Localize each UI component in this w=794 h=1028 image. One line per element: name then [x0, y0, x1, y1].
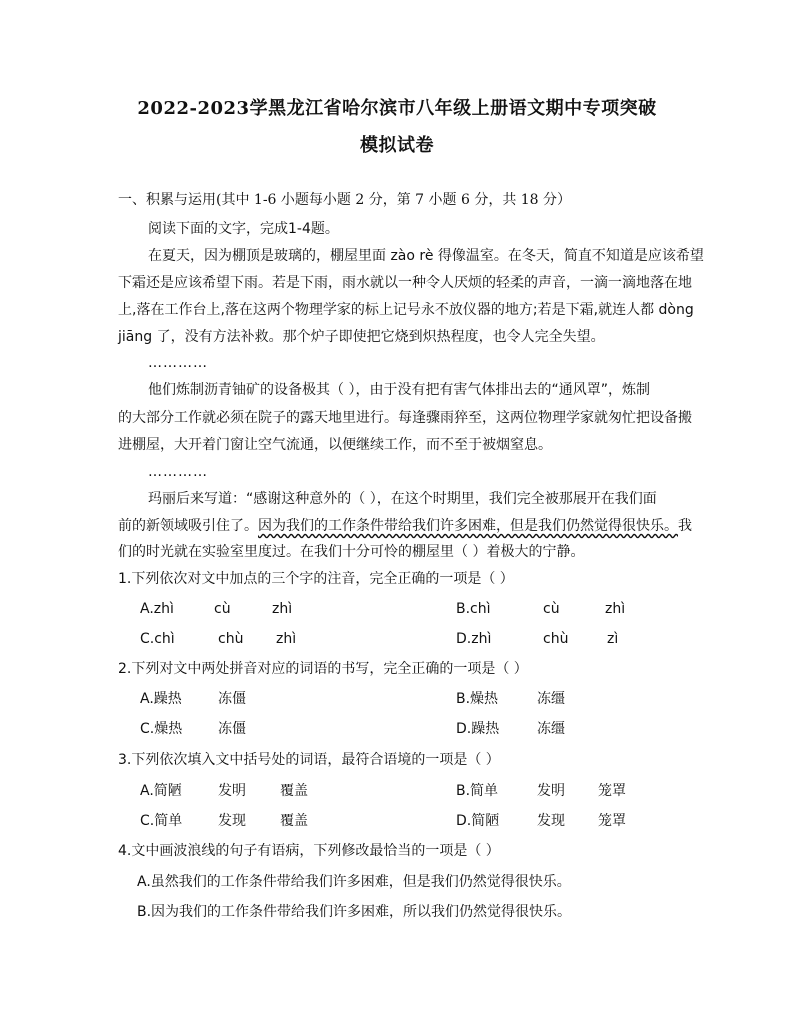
option-b: B.因为我们的工作条件带给我们许多困难，所以我们仍然觉得很快乐。 [137, 904, 572, 920]
option-a-3: zhì [272, 601, 293, 617]
passage-line: jiāng 了，没有方法补救。那个炉子即使把它烧到炽热程度，也令人完全失望。 [118, 329, 605, 345]
passage-text: 前的新领域吸引住了。 [118, 518, 258, 534]
passage-line: 玛丽后来写道：“感谢这种意外的（ ），在这个时期里，我们完全被那展开在我们面 [148, 491, 657, 507]
option-c-2: chù [218, 631, 244, 647]
option-c-2: 发现 [218, 813, 246, 829]
question-stem: 4.文中画波浪线的句子有语病，下列修改最恰当的一项是（ ） [118, 843, 500, 859]
passage-line: 们的时光就在实验室里度过。在我们十分可怜的棚屋里（ ）着极大的宁静。 [118, 544, 585, 560]
option-b-3: zhì [605, 601, 626, 617]
passage-line: 进棚屋，大开着门窗让空气流通，以便继续工作，而不至于被烟窒息。 [118, 437, 552, 453]
ellipsis: ………… [148, 464, 208, 480]
option-a-1: A.简陋 [140, 783, 182, 799]
passage-line: 上,落在工作台上,落在这两个物理学家的标上记号永不放仪器的地方;若是下霜,就连人都 dòng [118, 302, 694, 318]
section-heading: 一、积累与运用(其中 1-6 小题每小题 2 分，第 7 小题 6 分，共 18 分） [118, 192, 572, 208]
option-b-3: 笼罩 [598, 783, 626, 799]
option-a-2: 冻僵 [218, 691, 246, 707]
option-a-1: A.躁热 [140, 691, 182, 707]
option-c-3: 覆盖 [280, 813, 308, 829]
option-b-1: B.chì [456, 601, 491, 617]
passage-line: 他们炼制沥青铀矿的设备极其（ ），由于没有把有害气体排出去的“通风罩”，炼制 [148, 382, 650, 398]
passage-line: 下霜还是应该希望下雨。若是下雨，雨水就以一种令人厌烦的轻柔的声音，一滴一滴地落在地 [118, 275, 692, 291]
option-b-1: B.燥热 [456, 691, 499, 707]
ellipsis: ………… [148, 355, 208, 371]
option-c-1: C.简单 [140, 813, 183, 829]
passage-line: 的大部分工作就必须在院子的露天地里进行。每逢骤雨猝至，这两位物理学家就匆忙把设备搬 [118, 410, 692, 426]
option-c-3: zhì [276, 631, 297, 647]
question-stem: 3.下列依次填入文中括号处的词语，最符合语境的一项是（ ） [118, 752, 500, 768]
option-d-1: D.zhì [456, 631, 492, 647]
option-b-2: cù [543, 601, 560, 617]
option-b-1: B.简单 [456, 783, 499, 799]
passage-text: 我 [678, 518, 692, 534]
option-d-3: zì [607, 631, 619, 647]
passage-line [118, 516, 692, 536]
option-d-1: D.躁热 [456, 721, 500, 737]
exam-title: 2022-2023学黑龙江省哈尔滨市八年级上册语文期中专项突破 [137, 98, 657, 119]
option-c-1: C.chì [140, 631, 175, 647]
option-a: A.虽然我们的工作条件带给我们许多困难，但是我们仍然觉得很快乐。 [137, 874, 571, 890]
option-a-3: 覆盖 [280, 783, 308, 799]
wavy-underlined-sentence: 因为我们的工作条件带给我们许多困难，但是我们仍然觉得很快乐。 [258, 518, 678, 534]
option-b-2: 发明 [537, 783, 565, 799]
option-a-2: 发明 [218, 783, 246, 799]
option-d-2: chù [543, 631, 569, 647]
option-d-2: 发现 [537, 813, 565, 829]
option-a-1: A.zhì [140, 601, 174, 617]
option-d-2: 冻缰 [537, 721, 565, 737]
question-stem: 1.下列依次对文中加点的三个字的注音，完全正确的一项是（ ） [118, 571, 514, 587]
option-c-2: 冻僵 [218, 721, 246, 737]
question-stem: 2.下列对文中两处拼音对应的词语的书写，完全正确的一项是（ ） [118, 661, 528, 677]
option-b-2: 冻缰 [537, 691, 565, 707]
option-c-1: C.燥热 [140, 721, 183, 737]
passage-line: 在夏天，因为棚顶是玻璃的，棚屋里面 zào rè 得像温室。在冬天，简直不知道是应该希望 [148, 248, 704, 264]
option-a-2: cù [214, 601, 231, 617]
option-d-1: D.简陋 [456, 813, 500, 829]
reading-instruction: 阅读下面的文字，完成1-4题。 [148, 221, 339, 237]
exam-subtitle: 模拟试卷 [360, 135, 434, 156]
option-d-3: 笼罩 [598, 813, 626, 829]
